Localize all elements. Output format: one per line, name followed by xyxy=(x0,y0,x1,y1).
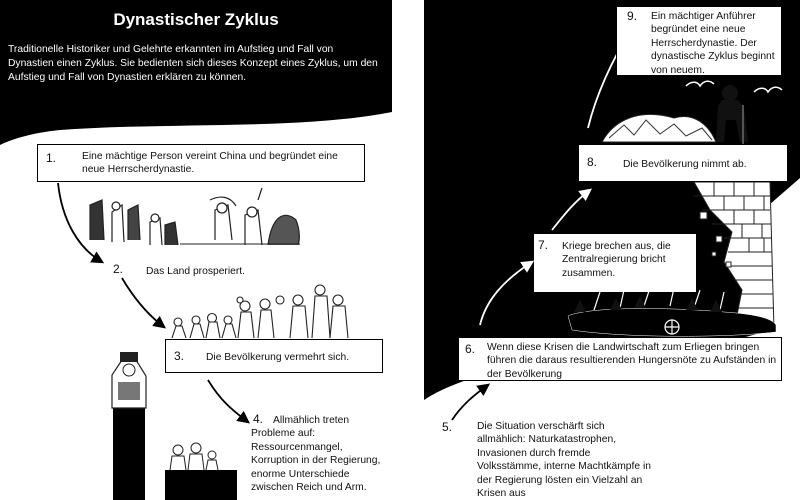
step-1-text: Eine mächtige Person vereint China und begründet eine neue Herrscherdynastie. xyxy=(82,151,338,176)
step-2-text: Das Land prosperiert. xyxy=(146,266,246,277)
step-1-number: 1. xyxy=(46,151,57,165)
step-2-number: 2. xyxy=(113,262,124,276)
step-8-text: Die Bevölkerung nimmt ab. xyxy=(623,159,747,170)
step-6-text: Wenn diese Krisen die Landwirtschaft zum Erliegen bringen führen die daraus resultierenden Hungersnöte zu Aufständen in der Bevölkerung xyxy=(487,342,777,380)
step-3-text: Die Bevölkerung vermehrt sich. xyxy=(206,352,350,363)
farmers-illustration xyxy=(90,188,300,245)
step-7-box xyxy=(534,234,696,292)
official-illustration xyxy=(112,352,146,500)
arrow-3-4 xyxy=(208,380,248,422)
crowd-illustration xyxy=(172,285,348,338)
panel-gutter xyxy=(392,0,424,500)
step-5-number: 5. xyxy=(442,420,453,434)
step-9-number: 9. xyxy=(627,9,638,23)
step-8-number: 8. xyxy=(587,155,598,169)
step-9-box xyxy=(616,6,782,76)
step-1-box xyxy=(37,144,365,182)
step-8-box xyxy=(578,144,788,182)
step-4-text: Allmählich treten Probleme auf: Ressourcenmangel, Korruption in der Regierung, enorme Unterschiede zwischen Reich und Arm. xyxy=(251,415,381,493)
intro-text: Traditionelle Historiker und Gelehrte erkannten im Aufstieg und Fall von Dynastien einen Zyklus. Sie bedienten sich dieses Konzept eines Zyklus, um den Aufstieg und Fall von Dynastien erklären zu können. xyxy=(8,44,378,83)
step-5-text: Die Situation verschärft sich allmählich: Naturkatastrophen, Invasionen durch fremde Volksstämme, interne Machtkämpfe in der Regierung lösten ein Vielzahl an Krisen aus xyxy=(477,421,651,499)
step-6-box xyxy=(458,337,782,381)
page-title: Dynastischer Zyklus xyxy=(113,10,279,29)
step-9-text: Ein mächtiger Anführer begründet eine neue Herrscherdynastie. Der dynastische Zyklus beginnt von neuem. xyxy=(651,11,775,76)
step-7-text: Kriege brechen aus, die Zentralregierung bricht zusammen. xyxy=(562,241,671,279)
poor-people-illustration xyxy=(165,443,237,500)
left-panel xyxy=(0,0,393,500)
step-6-number: 6. xyxy=(465,342,476,356)
arrow-5-6 xyxy=(452,385,488,420)
step-3-box xyxy=(165,339,383,373)
arrow-2-3 xyxy=(122,278,164,327)
step-3-number: 3. xyxy=(174,349,185,363)
step-4-number: 4. xyxy=(253,412,264,426)
step-7-number: 7. xyxy=(538,238,549,252)
right-panel xyxy=(424,0,800,500)
